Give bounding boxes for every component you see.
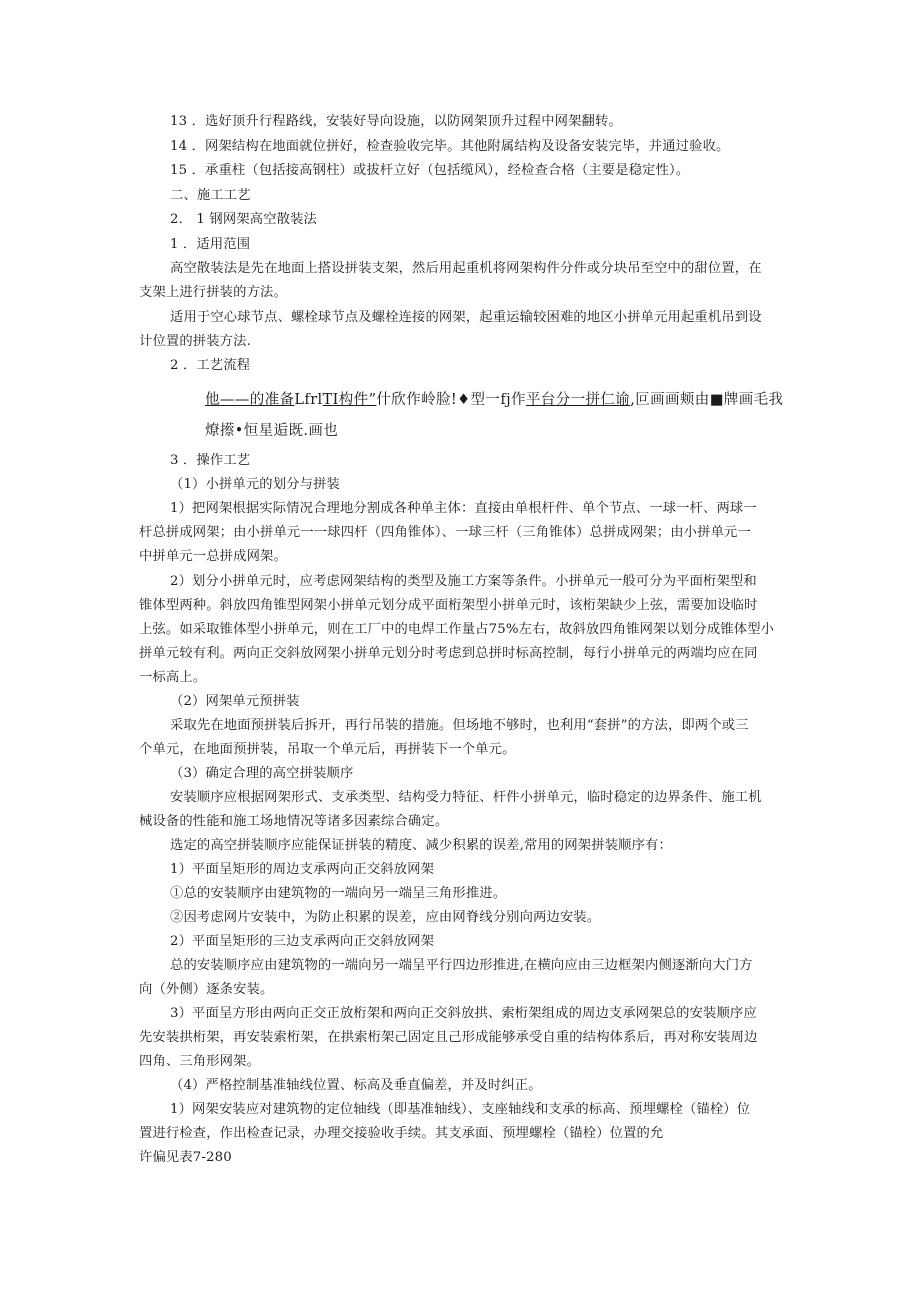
- paragraph-line: 选定的高空拼装顺序应能保证拼装的精度、减少积累的误差,常用的网架拼装顺序有：: [170, 838, 672, 853]
- section-heading: 二、施工工艺: [170, 188, 251, 203]
- paragraph-line: 许偏见表7-280: [139, 1150, 232, 1165]
- paragraph-line: 计位置的拼装方法.: [139, 334, 251, 349]
- item-15: 15 ．承重柱（包括接高钢柱）或拔杆立好（包括缆风），经检查合格（主要是稳定性）。: [170, 163, 690, 178]
- process-flow-line: [205, 391, 783, 409]
- op3-heading: （3）确定合理的高空拼装顺序: [170, 766, 354, 781]
- paragraph-line: 械设备的性能和施工场地情况等诸多因素综合确定。: [139, 814, 449, 829]
- flow-segment: 什欣作岭脸!♦型一fj作: [376, 392, 526, 408]
- op4-heading: （4）严格控制基准轴线位置、标高及垂直偏差，并及时纠正。: [170, 1078, 542, 1093]
- scope-heading: 1 ．适用范围: [170, 237, 251, 252]
- ops-heading: 3 ．操作工艺: [170, 453, 251, 468]
- flow-segment: Lfrl: [294, 392, 323, 408]
- paragraph-line: 安装顺序应根据网架形式、支承类型、结构受力特征、杆件小拼单元，临时稳定的边界条件、施工机: [170, 790, 762, 805]
- list-item: ①总的安装顺序由建筑物的一端向另一端呈三角形推进。: [170, 886, 507, 901]
- list-item: ②因考虑网片安装中，为防止积累的误差，应由网脊线分别向两边安装。: [170, 910, 601, 925]
- list-item: 2）平面呈矩形的三边支承两向正交斜放网架: [170, 934, 435, 949]
- flow-segment: ,叵画画颊由■牌画毛我: [630, 392, 784, 408]
- paragraph-line: 采取先在地面预拼装后拆开，再行吊装的措施。但场地不够时，也利用“套拼”的方法，即两个或三: [170, 718, 749, 733]
- process-flow-line: 燎攃•恒星逅既.画也: [205, 423, 339, 439]
- paragraph-line: 置进行检查，作出检查记录，办理交接验收手续。其支承面、预埋螺栓（锚栓）位置的允: [139, 1126, 664, 1141]
- paragraph-line: 上弦。如采取锥体型小拼单元，则在工厂中的电焊工作量占75%左右，故斜放四角锥网架以划分成锥体型小: [139, 622, 775, 637]
- item-14: 14 ．网架结构在地面就位拼好，检查验收完毕。其他附属结构及设备安装完毕，并通过验收。: [170, 139, 730, 154]
- flow-segment: 平台分一拼仁谕: [525, 392, 631, 408]
- op2-heading: （2）网架单元预拼装: [170, 694, 300, 709]
- paragraph-line: 2）划分小拼单元时，应考虑网架结构的类型及施工方案等条件。小拼单元一般可分为平面桁架型和: [170, 574, 757, 589]
- flow-segment: 他——的准备: [205, 392, 295, 408]
- paragraph-line: 支架上进行拼装的方法。: [139, 285, 287, 300]
- paragraph-line: 总的安装顺序应由建筑物的一端向另一端呈平行四边形推进,在横向应由三边框架内侧逐渐向大门方: [170, 958, 753, 973]
- item-13: 13 ．选好顶升行程路线，安装好导向设施，以防网架顶升过程中网架翻转。: [170, 114, 622, 129]
- flow-segment: TI构件”: [322, 392, 377, 408]
- paragraph-line: 中拼单元一总拼成网架。: [139, 549, 287, 564]
- paragraph-line: 1）网架安装应对建筑物的定位轴线（即基准轴线）、支座轴线和支承的标高、预埋螺栓（锚栓）位: [170, 1102, 751, 1117]
- paragraph-line: 拼单元较有利。两向正交斜放网架小拼单元划分时考虑到总拼时标高控制，每行小拼单元的两端均应在同: [139, 646, 758, 661]
- paragraph-line: 个单元，在地面预拼装，吊取一个单元后，再拼装下一个单元。: [139, 742, 516, 757]
- paragraph-line: 锥体型两种。斜放四角锥型网架小拼单元划分成平面桁架型小拼单元时，该桁架缺少上弦，需要加设临时: [139, 598, 758, 613]
- paragraph-line: 高空散装法是先在地面上搭设拼装支架，然后用起重机将网架构件分件或分块吊至空中的甜位置，在: [170, 261, 762, 276]
- paragraph-line: 1）把网架根据实际情况合理地分割成各种单主体：直接由单根杆件、单个节点、一球一杆、两球一: [170, 501, 757, 516]
- paragraph-line: 适用于空心球节点、螺栓球节点及螺栓连接的网架，起重运输较困难的地区小拼单元用起重机吊到设: [170, 310, 762, 325]
- paragraph-line: 杆总拼成网架；由小拼单元一一球四杆（四角锥体）、一球三杆（三角锥体）总拼成网架；由小拼单元一: [139, 525, 751, 540]
- flow-heading: 2 ．工艺流程: [170, 358, 251, 373]
- paragraph-line: 3）平面呈方形由两向正交正放桁架和两向正交斜放拱、索桁架组成的周边支承网架总的安装顺序应: [170, 1006, 757, 1021]
- paragraph-line: 一标高上。: [139, 670, 207, 685]
- op1-heading: （1）小拼单元的划分与拼装: [170, 477, 340, 492]
- paragraph-line: 先安装拱桁架，再安装索桁架，在拱索桁架己固定且己形成能够承受自重的结构体系后，再对称安装周边: [139, 1030, 758, 1045]
- subsection-heading: 2． 1 钢网架高空散装法: [170, 212, 317, 227]
- paragraph-line: 向（外侧）逐条安装。: [139, 982, 274, 997]
- list-item: 1）平面呈矩形的周边支承两向正交斜放网架: [170, 862, 435, 877]
- paragraph-line: 四角、三角形网架。: [139, 1054, 261, 1069]
